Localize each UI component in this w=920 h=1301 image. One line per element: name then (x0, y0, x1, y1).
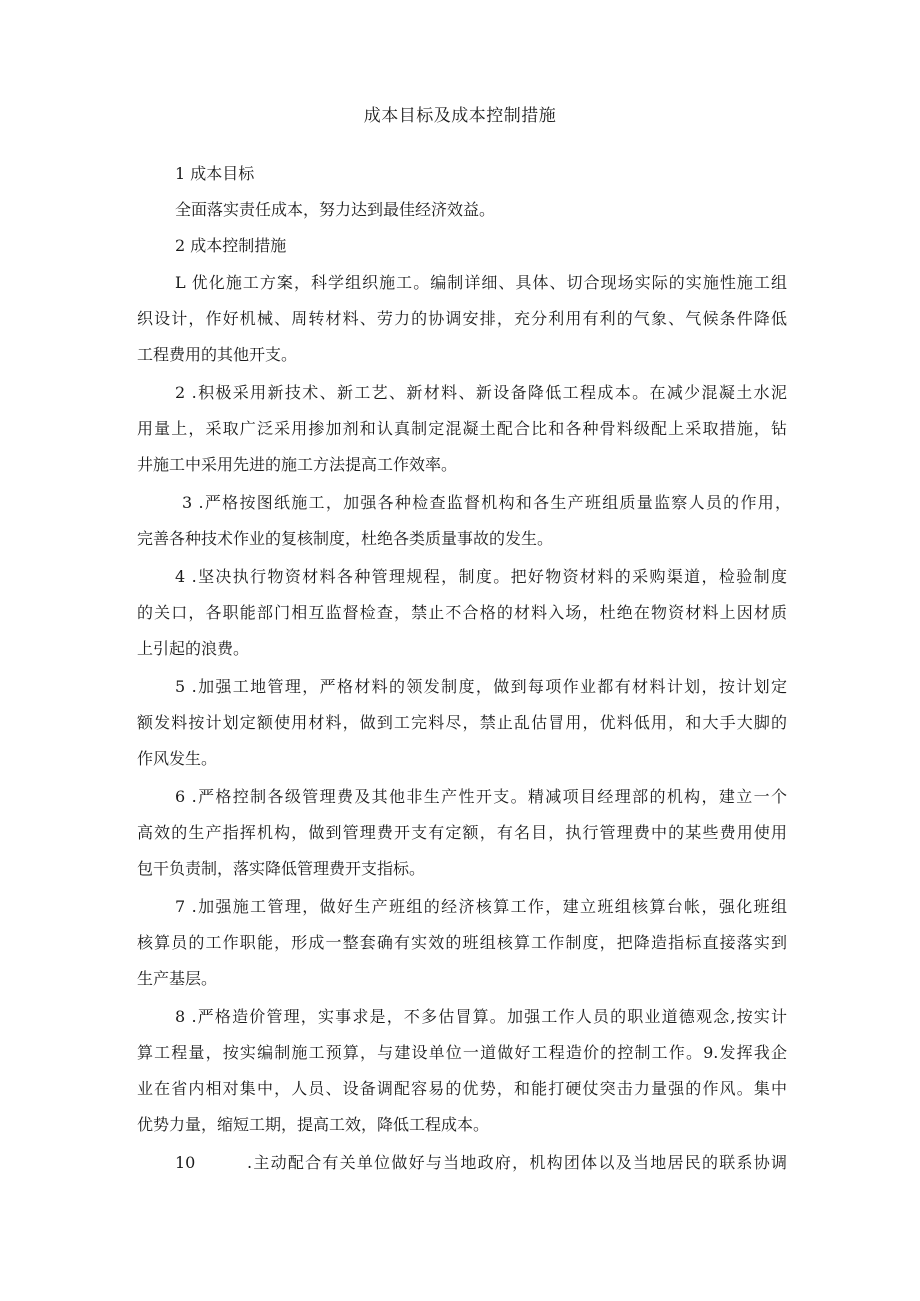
item-5-line-1: 5 .加强工地管理，严格材料的领发制度，做到每项作业都有材料计划，按计划定 (175, 677, 787, 696)
item-6-line-2: 高效的生产指挥机构，做到管理费开支有定额，有名目，执行管理费中的某些费用使用 (137, 823, 787, 842)
item-7-line-3: 生产基层。 (137, 969, 218, 988)
section-heading-cost-control: 2 成本控制措施 (175, 236, 287, 255)
paragraph-line: 全面落实责任成本，努力达到最佳经济效益。 (175, 200, 496, 219)
item-3-line-1: 3 .严格按图纸施工，加强各种检查监督机构和各生产班组质量监察人员的作用， (182, 493, 791, 512)
item-3-line-2: 完善各种技术作业的复核制度，杜绝各类质量事故的发生。 (137, 529, 554, 548)
item-1-line-1: L 优化施工方案，科学组织施工。编制详细、具体、切合现场实际的实施性施工组 (175, 273, 787, 292)
item-8-line-2: 算工程量，按实编制施工预算，与建设单位一道做好工程造价的控制工作。9.发挥我企 (137, 1043, 787, 1062)
item-7-line-1: 7 .加强施工管理，做好生产班组的经济核算工作，建立班组核算台帐，强化班组 (175, 897, 787, 916)
item-8-line-4: 优势力量，缩短工期，提高工效，降低工程成本。 (137, 1115, 490, 1134)
item-10-line-1 (175, 1151, 787, 1175)
item-2-line-3: 井施工中采用先进的施工方法提高工作效率。 (137, 455, 458, 474)
item-1-line-3: 工程费用的其他开支。 (137, 345, 298, 364)
item-10-number: 10 (175, 1153, 196, 1172)
item-5-line-3: 作风发生。 (137, 749, 218, 768)
item-6-line-1: 6 .严格控制各级管理费及其他非生产性开支。精减项目经理部的机构，建立一个 (175, 787, 787, 806)
item-5-line-2: 额发料按计划定额使用材料，做到工完料尽，禁止乱估冒用，优料低用，和大手大脚的 (137, 713, 787, 732)
item-10-text: .主动配合有关单位做好与当地政府，机构团体以及当地居民的联系协调 (247, 1153, 787, 1172)
item-7-line-2: 核算员的工作职能，形成一整套确有实效的班组核算工作制度，把降造指标直接落实到 (137, 933, 787, 952)
item-2-line-2: 用量上，采取广泛采用掺加剂和认真制定混凝土配合比和各种骨料级配上采取措施，钻 (137, 419, 787, 438)
page-title: 成本目标及成本控制措施 (363, 106, 557, 126)
item-4-line-1: 4 .坚决执行物资材料各种管理规程，制度。把好物资材料的采购渠道，检验制度 (175, 567, 787, 586)
item-6-line-3: 包干负责制，落实降低管理费开支指标。 (137, 859, 426, 878)
item-8-line-1: 8 .严格造价管理，实事求是，不多估冒算。加强工作人员的职业道德观念,按实计 (175, 1007, 787, 1026)
item-4-line-2: 的关口，各职能部门相互监督检查，禁止不合格的材料入场，杜绝在物资材料上因材质 (137, 603, 787, 622)
item-8-line-3: 业在省内相对集中，人员、设备调配容易的优势，和能打硬仗突击力量强的作风。集中 (137, 1079, 787, 1098)
item-1-line-2: 织设计，作好机械、周转材料、劳力的协调安排，充分利用有利的气象、气候条件降低 (137, 309, 787, 328)
item-4-line-3: 上引起的浪费。 (137, 639, 250, 658)
section-heading-cost-target: 1 成本目标 (175, 164, 255, 183)
item-2-line-1: 2 .积极采用新技术、新工艺、新材料、新设备降低工程成本。在减少混凝土水泥 (175, 383, 787, 402)
